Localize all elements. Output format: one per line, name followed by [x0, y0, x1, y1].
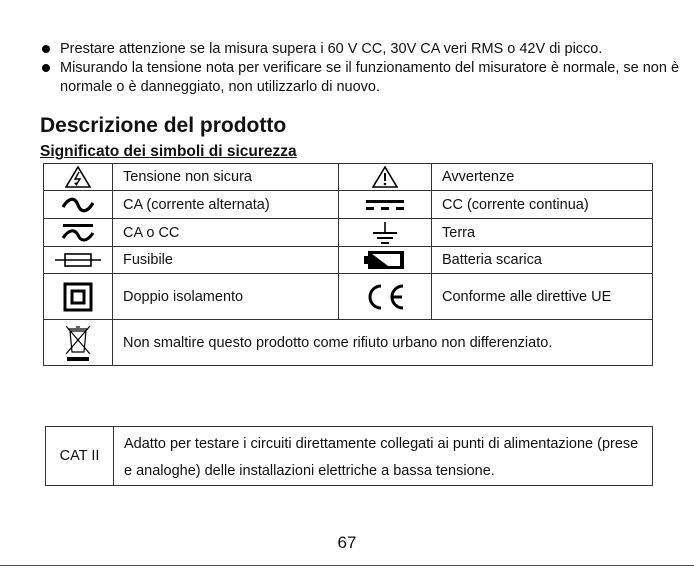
table-row — [46, 427, 653, 486]
symbol-description: Avvertenze — [432, 164, 653, 191]
category-label: CAT II — [46, 427, 114, 486]
ce-mark-icon — [339, 274, 432, 320]
subsection-title: Significato dei simboli di sicurezza — [40, 143, 297, 160]
weee-bin-icon — [44, 320, 113, 366]
double-insulation-icon — [44, 274, 113, 320]
electric-hazard-icon — [44, 164, 113, 191]
symbol-description: CA o CC — [113, 219, 339, 247]
warning-triangle-icon — [339, 164, 432, 191]
dc-icon — [339, 191, 432, 219]
measurement-category-table — [45, 426, 653, 486]
bullet-item: Misurando la tensione nota per verificare se il funzionamento del misuratore è normale, se non è normale o è danneggiato, non utilizzarlo di nuovo. — [40, 59, 680, 97]
symbol-description: Terra — [432, 219, 653, 247]
ac-dc-icon — [44, 219, 113, 247]
table-row — [44, 274, 653, 320]
safety-bullets — [40, 40, 680, 97]
symbol-description: CC (corrente continua) — [432, 191, 653, 219]
table-row — [44, 219, 653, 247]
symbol-description: Batteria scarica — [432, 247, 653, 274]
symbol-description: Non smaltire questo prodotto come rifiuto urbano non differenziato. — [113, 320, 653, 366]
table-row — [44, 164, 653, 191]
table-row — [44, 320, 653, 366]
bullet-dot-icon — [42, 64, 50, 72]
table-row — [44, 191, 653, 219]
page-bottom-rule — [0, 565, 694, 566]
symbol-description: Fusibile — [113, 247, 339, 274]
table-row — [44, 247, 653, 274]
symbol-description: Conforme alle direttive UE — [432, 274, 653, 320]
category-description: Adatto per testare i circuiti direttamente collegati ai punti di alimentazione (prese e analoghe) delle installazioni elettriche a bassa tensione. — [114, 427, 653, 486]
safety-symbols-table — [43, 163, 653, 366]
page-number: 67 — [337, 533, 357, 552]
symbol-description: Tensione non sicura — [113, 164, 339, 191]
ground-icon — [339, 219, 432, 247]
ac-wave-icon — [44, 191, 113, 219]
bullet-dot-icon — [42, 45, 50, 53]
symbol-description: CA (corrente alternata) — [113, 191, 339, 219]
section-title: Descrizione del prodotto — [40, 114, 287, 137]
low-battery-icon — [339, 247, 432, 274]
symbol-description: Doppio isolamento — [113, 274, 339, 320]
fuse-icon — [44, 247, 113, 274]
bullet-item: Prestare attenzione se la misura supera i 60 V CC, 30V CA veri RMS o 42V di picco. — [40, 40, 680, 59]
